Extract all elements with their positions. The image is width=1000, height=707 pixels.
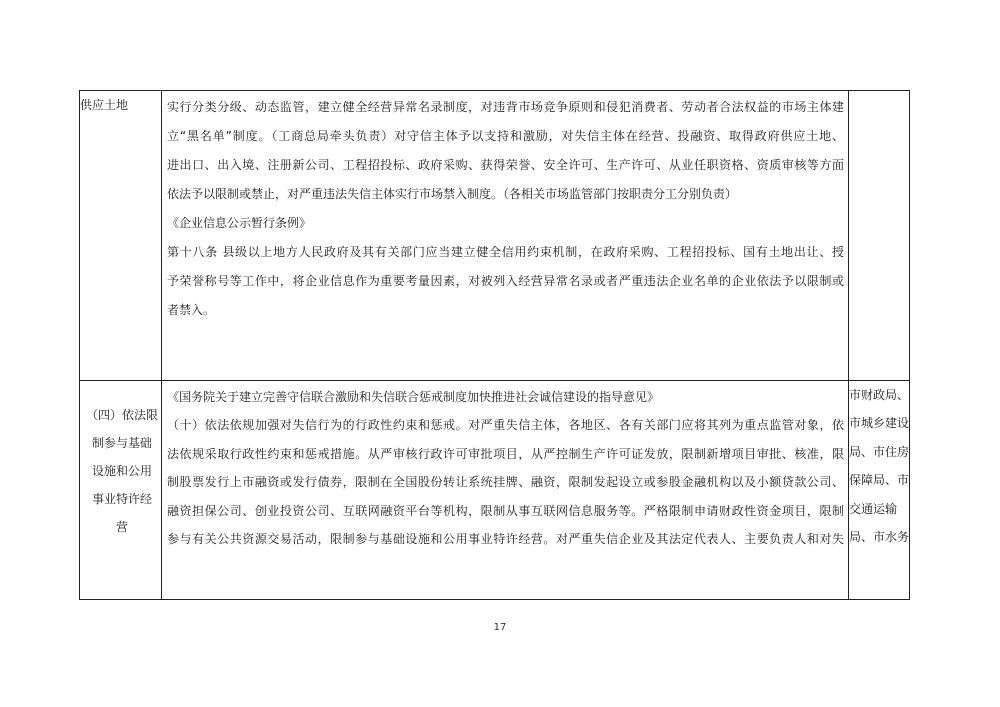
row1-content-cell [162, 91, 849, 381]
row2-department-line: 局、市住房 [849, 444, 909, 459]
row2-category-line: 事业特许经 [91, 492, 152, 506]
row2-content-line: 融资担保公司、创业投资公司、互联网融资平台等机构，限制从事互联网信息服务等。严格限制申请财政性资金项目，限制 [167, 503, 844, 518]
row1-content-line: 予荣誉称号等工作中，将企业信息作为重要考量因素，对被列入经营异常名录或者严重违法企业名单的企业依法予以限制或 [167, 274, 844, 288]
row2-category-line: 设施和公用 [91, 464, 152, 478]
row1-content-line: 立“黑名单”制度。（工商总局牵头负责）对守信主体予以支持和激励，对失信主体在经营、投融资、取得政府供应土地、 [167, 129, 844, 143]
row2-category-line: 制参与基础 [91, 436, 152, 450]
row1-department-cell [849, 91, 910, 381]
row2-content-line: 制股票发行上市融资或发行债券，限制在全国股份转让系统挂牌、融资，限制发起设立或参股金融机构以及小额贷款公司、 [167, 475, 844, 490]
row2-department-line: 局、市水务 [849, 529, 909, 544]
row2-content-line: （十）依法依规加强对失信行为的行政性约束和惩戒。对严重失信主体，各地区、各有关部门应将其列为重点监管对象，依 [167, 418, 844, 433]
row2-department-cell [849, 381, 910, 600]
row2-content-cell [162, 381, 849, 600]
row2-category-cell [80, 381, 162, 600]
table-row [80, 381, 910, 600]
row2-content-line: 参与有关公共资源交易活动，限制参与基础设施和公用事业特许经营。对严重失信企业及其法定代表人、主要负责人和对失 [167, 531, 844, 546]
row1-content-line: 第十八条 县级以上地方人民政府及其有关部门应当建立健全信用约束机制，在政府采购、工程招投标、国有土地出让、授 [167, 245, 844, 259]
row2-category-line: 营 [115, 520, 128, 534]
row2-department-line: 保障局、市 [849, 473, 909, 488]
row1-content-line: 实行分类分级、动态监管，建立健全经营异常名录制度，对违背市场竞争原则和侵犯消费者、劳动者合法权益的市场主体建 [167, 100, 844, 114]
row2-content-line: 《国务院关于建立完善守信联合激励和失信联合惩戒制度加快推进社会诚信建设的指导意见》 [167, 390, 660, 404]
row1-category-cell [80, 91, 162, 381]
regulation-table [79, 90, 910, 600]
row2-department-line: 交通运输 [849, 501, 898, 516]
row2-content-line: 法依规采取行政性约束和惩戒措施。从严审核行政许可审批项目，从严控制生产许可证发放，限制新增项目审批、核准，限 [167, 446, 844, 461]
table-row [80, 91, 910, 381]
row1-category-line: 供应土地 [80, 98, 129, 112]
row2-department-line: 市财政局、 [849, 388, 909, 402]
row2-department-line: 市城乡建设 [849, 416, 909, 431]
row2-category-line: （四）依法限 [86, 408, 158, 422]
row1-content-line: 进出口、出入境、注册新公司、工程招投标、政府采购、获得荣誉、安全许可、生产许可、从业任职资格、资质审核等方面 [167, 158, 844, 172]
row1-content-line: 《企业信息公示暂行条例》 [167, 216, 312, 230]
row1-content-line: 者禁入。 [167, 303, 216, 317]
row1-content-line: 依法予以限制或禁止，对严重违法失信主体实行市场禁入制度。（各相关市场监管部门按职责分工分别负责） [167, 187, 738, 201]
page-number: 17 [493, 622, 507, 633]
